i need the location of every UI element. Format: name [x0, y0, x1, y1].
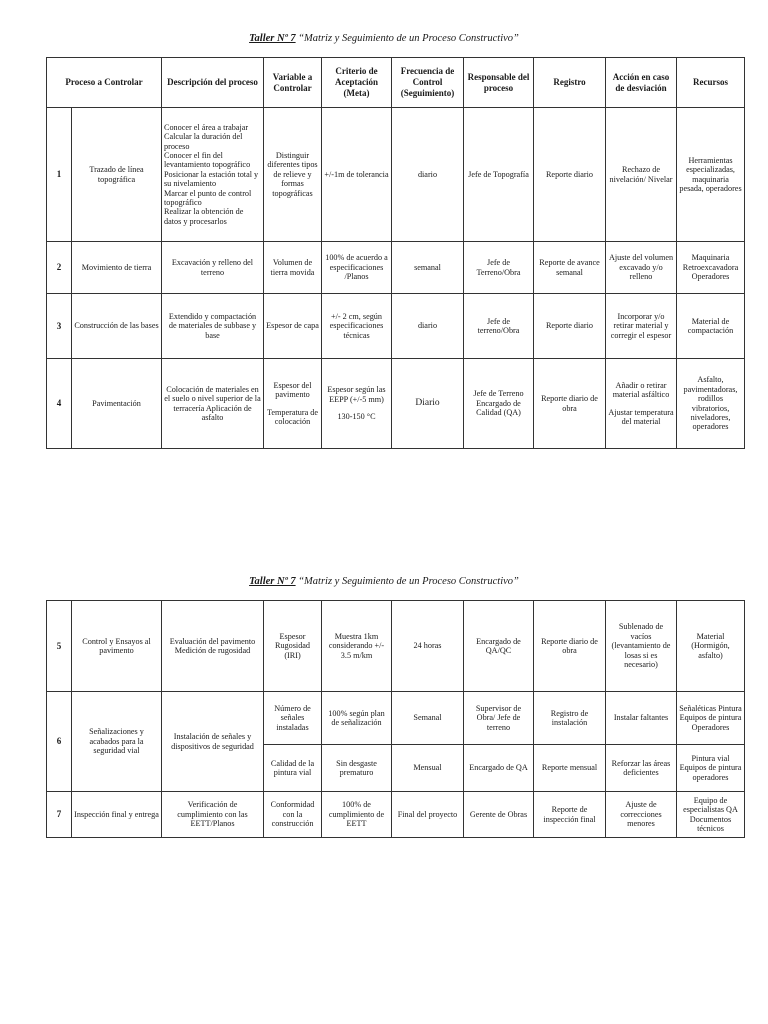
header-descripcion: Descripción del proceso	[162, 58, 264, 108]
row-number: 7	[47, 792, 72, 838]
table-row	[47, 108, 745, 242]
cell-responsable: Jefe de Terreno Encargado de Calidad (QA)	[464, 359, 534, 449]
cell-registro: Reporte diario de obra	[534, 601, 606, 692]
header-criterio: Criterio de Aceptación (Meta)	[322, 58, 392, 108]
cell-registro: Reporte de avance semanal	[534, 242, 606, 294]
cell-criterio: +/- 2 cm, según especificaciones técnicas	[322, 294, 392, 359]
cell-frecuencia: Mensual	[392, 745, 464, 792]
title-prefix: Taller Nº 7	[249, 576, 296, 587]
table-row	[47, 294, 745, 359]
cell-frecuencia: Final del proyecto	[392, 792, 464, 838]
cell-proceso: Inspección final y entrega	[72, 792, 162, 838]
variable-line: Temperatura de colocación	[266, 407, 319, 426]
cell-responsable: Jefe de Topografía	[464, 108, 534, 242]
cell-variable	[264, 359, 322, 449]
cell-criterio: Sin desgaste prematuro	[322, 745, 392, 792]
header-accion: Acción en caso de desviación	[606, 58, 677, 108]
cell-registro: Reporte diario de obra	[534, 359, 606, 449]
cell-variable: Conformidad con la construcción	[264, 792, 322, 838]
table-row	[47, 359, 745, 449]
criterio-line: Espesor según las EEPP (+/-5 mm)	[327, 385, 386, 404]
cell-criterio: Muestra 1km considerando +/- 3.5 m/km	[322, 601, 392, 692]
row-number: 4	[47, 359, 72, 449]
cell-descripcion	[162, 108, 264, 242]
line-gap	[608, 400, 674, 408]
cell-registro: Reporte diario	[534, 294, 606, 359]
header-proceso: Proceso a Controlar	[47, 58, 162, 108]
descripcion-line: Conocer el área a trabajar	[164, 122, 249, 132]
cell-accion: Ajuste del volumen excavado y/o relleno	[606, 242, 677, 294]
cell-descripcion: Instalación de señales y dispositivos de seguridad	[162, 692, 264, 792]
cell-variable: Número de señales instaladas	[264, 692, 322, 745]
cell-proceso: Señalizaciones y acabados para la seguridad vial	[72, 692, 162, 792]
header-registro: Registro	[534, 58, 606, 108]
line-gap	[266, 400, 319, 408]
header-responsable: Responsable del proceso	[464, 58, 534, 108]
matrix-table-1	[46, 57, 745, 449]
header-variable: Variable a Controlar	[264, 58, 322, 108]
cell-criterio: 100% según plan de señalización	[322, 692, 392, 745]
cell-recursos: Material de compactación	[677, 294, 745, 359]
row-number: 3	[47, 294, 72, 359]
table-row	[47, 692, 745, 745]
cell-criterio: 100% de acuerdo a especificaciones /Planos	[322, 242, 392, 294]
cell-proceso: Trazado de línea topográfica	[72, 108, 162, 242]
cell-recursos: Maquinaria Retroexcavadora Operadores	[677, 242, 745, 294]
cell-registro: Registro de instalación	[534, 692, 606, 745]
cell-responsable: Gerente de Obras	[464, 792, 534, 838]
cell-recursos: Pintura vial Equipos de pintura operadores	[677, 745, 745, 792]
accion-line: Añadir o retirar material asfáltico	[612, 380, 670, 400]
cell-accion: Reforzar las áreas deficientes	[606, 745, 677, 792]
cell-descripcion: Extendido y compactación de materiales de subbase y base	[162, 294, 264, 359]
cell-proceso: Control y Ensayos al pavimento	[72, 601, 162, 692]
title-prefix: Taller Nº 7	[249, 33, 296, 44]
row-number: 5	[47, 601, 72, 692]
variable-line: Espesor del pavimento	[273, 380, 312, 400]
cell-frecuencia: diario	[392, 108, 464, 242]
cell-frecuencia: Semanal	[392, 692, 464, 745]
header-row	[47, 58, 745, 108]
cell-frecuencia: Diario	[392, 359, 464, 449]
cell-recursos: Asfalto, pavimentadoras, rodillos vibratorios, niveladores, operadores	[677, 359, 745, 449]
cell-proceso: Construcción de las bases	[72, 294, 162, 359]
cell-responsable: Jefe de terreno/Obra	[464, 294, 534, 359]
cell-variable: Calidad de la pintura vial	[264, 745, 322, 792]
cell-responsable: Jefe de Terreno/Obra	[464, 242, 534, 294]
criterio-line: 130-150 °C	[337, 412, 376, 422]
cell-variable: Espesor de capa	[264, 294, 322, 359]
cell-accion: Rechazo de nivelación/ Nivelar	[606, 108, 677, 242]
cell-variable: Espesor Rugosidad (IRI)	[264, 601, 322, 692]
cell-accion: Instalar faltantes	[606, 692, 677, 745]
row-number: 2	[47, 242, 72, 294]
table-row	[47, 792, 745, 838]
cell-proceso: Pavimentación	[72, 359, 162, 449]
cell-responsable: Supervisor de Obra/ Jefe de terreno	[464, 692, 534, 745]
cell-descripcion: Evaluación del pavimento Medición de rugosidad	[162, 601, 264, 692]
cell-recursos: Equipo de especialistas QA Documentos técnicos	[677, 792, 745, 838]
cell-criterio: +/-1m de tolerancia	[322, 108, 392, 242]
cell-variable: Distinguir diferentes tipos de relieve y formas topográficas	[264, 108, 322, 242]
header-recursos: Recursos	[677, 58, 745, 108]
table-row	[47, 242, 745, 294]
cell-accion: Incorporar y/o retirar material y corregir el espesor	[606, 294, 677, 359]
cell-proceso: Movimiento de tierra	[72, 242, 162, 294]
cell-variable: Volumen de tierra movida	[264, 242, 322, 294]
cell-descripcion: Colocación de materiales en el suelo o nivel superior de la terracería Aplicación de asfalto	[162, 359, 264, 449]
cell-recursos: Material (Hormigón, asfalto)	[677, 601, 745, 692]
descripcion-line: Conocer el fin del levantamiento topográfico	[164, 150, 251, 170]
line-gap	[324, 404, 389, 412]
title-rest: “Matriz y Seguimiento de un Proceso Constructivo”	[298, 576, 519, 587]
row-number: 1	[47, 108, 72, 242]
descripcion-line: Posicionar la estación total y su nivelamiento	[164, 169, 259, 189]
descripcion-line: Marcar el punto de control topográfico	[164, 188, 252, 208]
accion-line: Ajustar temperatura del material	[608, 407, 674, 426]
cell-descripcion: Excavación y relleno del terreno	[162, 242, 264, 294]
cell-recursos: Herramientas especializadas, maquinaria pesada, operadores	[677, 108, 745, 242]
cell-registro: Reporte de inspección final	[534, 792, 606, 838]
descripcion-line: Calcular la duración del proceso	[164, 132, 243, 151]
title-rest: “Matriz y Seguimiento de un Proceso Constructivo”	[298, 33, 519, 44]
cell-descripcion: Verificación de cumplimiento con las EETT/Planos	[162, 792, 264, 838]
cell-accion	[606, 359, 677, 449]
matrix-table-2	[46, 600, 745, 838]
cell-criterio	[322, 359, 392, 449]
cell-frecuencia: 24 horas	[392, 601, 464, 692]
page-title-2	[0, 576, 768, 587]
page-title-1	[0, 33, 768, 44]
cell-accion: Sublenado de vacíos (levantamiento de losas si es necesario)	[606, 601, 677, 692]
row-number: 6	[47, 692, 72, 792]
cell-recursos: Señaléticas Pintura Equipos de pintura Operadores	[677, 692, 745, 745]
descripcion-line: Realizar la obtención de datos y procesarlos	[164, 207, 244, 226]
cell-criterio: 100% de cumplimiento de EETT	[322, 792, 392, 838]
cell-registro: Reporte mensual	[534, 745, 606, 792]
header-frecuencia: Frecuencia de Control (Seguimiento)	[392, 58, 464, 108]
table-row	[47, 601, 745, 692]
cell-frecuencia: diario	[392, 294, 464, 359]
cell-responsable: Encargado de QA	[464, 745, 534, 792]
cell-registro: Reporte diario	[534, 108, 606, 242]
cell-accion: Ajuste de correcciones menores	[606, 792, 677, 838]
cell-responsable: Encargado de QA/QC	[464, 601, 534, 692]
cell-frecuencia: semanal	[392, 242, 464, 294]
